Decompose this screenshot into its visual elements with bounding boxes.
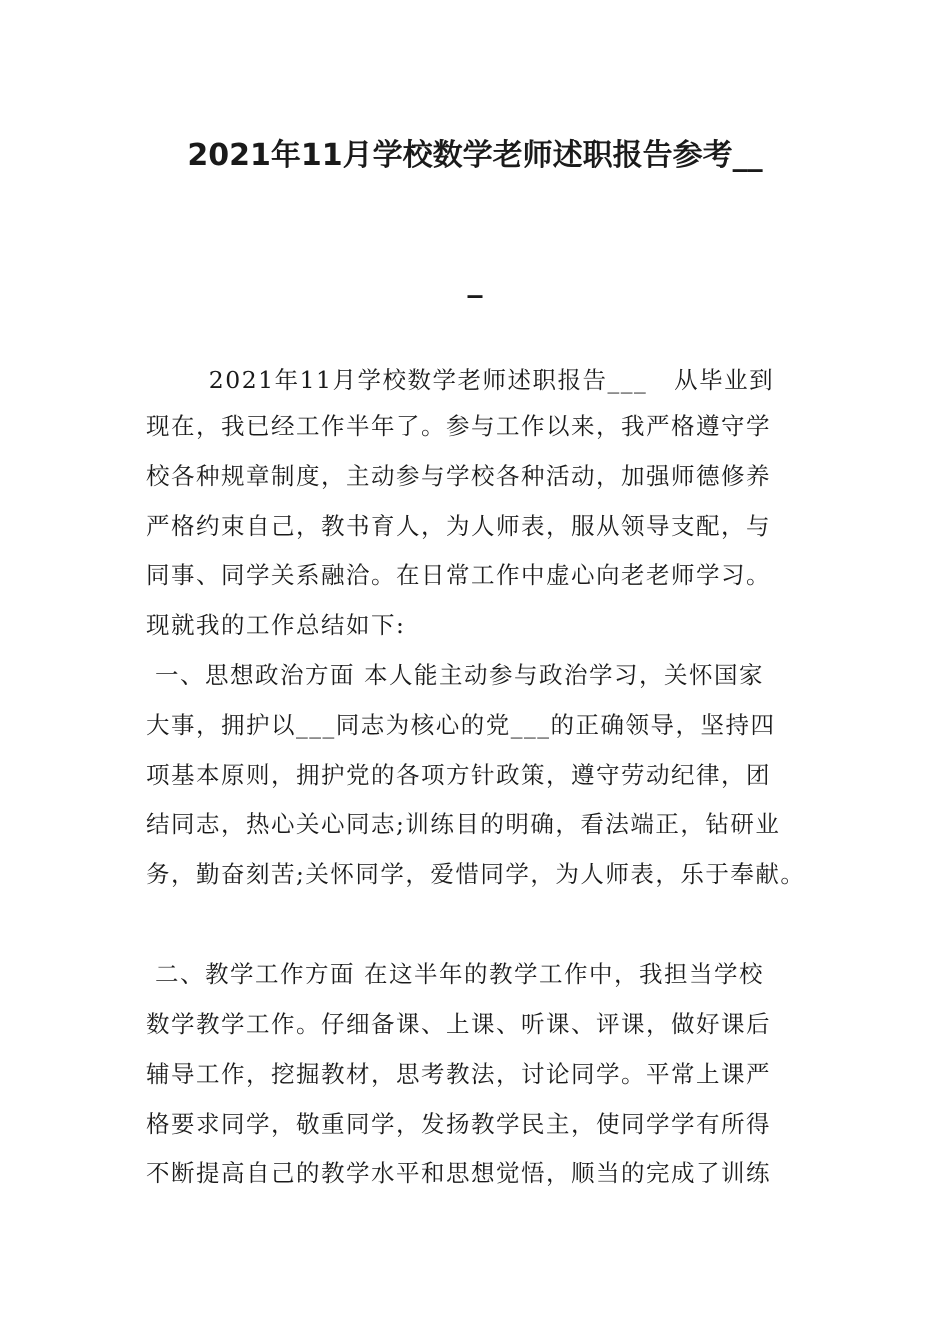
body-line: 数学教学工作。仔细备课、上课、听课、评课，做好课后 [146, 1010, 771, 1038]
body-line: 项基本原则，拥护党的各项方针政策，遵守劳动纪律，团 [146, 761, 771, 789]
document-title: 2021年11月学校数学老师述职报告参考__ [187, 138, 763, 173]
body-line: 不断提高自己的教学水平和思想觉悟，顺当的完成了训练 [146, 1159, 771, 1187]
body-line: 校各种规章制度，主动参与学校各种活动，加强师德修养 [146, 462, 771, 490]
body-line: 结同志，热心关心同志;训练目的明确，看法端正，钻研业 [146, 810, 781, 838]
body-line: 格要求同学，敬重同学，发扬教学民主，使同学学有所得 [146, 1110, 771, 1138]
document-title-continuation: _ [467, 264, 483, 299]
body-line: 二、教学工作方面 在这半年的教学工作中，我担当学校 [146, 960, 764, 988]
body-line: 严格约束自己，教书育人，为人师表，服从领导支配，与 [146, 512, 771, 540]
body-line: 辅导工作，挖掘教材，思考教法，讨论同学。平常上课严 [146, 1060, 771, 1088]
body-line: 现就我的工作总结如下: [146, 611, 406, 639]
body-line: 2021年11月学校数学老师述职报告___ 从毕业到 [146, 366, 775, 394]
body-line: 同事、同学关系融洽。在日常工作中虚心向老老师学习。 [146, 561, 771, 589]
body-line: 一、思想政治方面 本人能主动参与政治学习，关怀国家 [146, 661, 764, 689]
body-line: 大事，拥护以___同志为核心的党___的正确领导，坚持四 [146, 711, 776, 739]
body-line: 务，勤奋刻苦;关怀同学，爱惜同学，为人师表，乐于奉献。 [146, 860, 806, 888]
body-line: 现在，我已经工作半年了。参与工作以来，我严格遵守学 [146, 412, 771, 440]
